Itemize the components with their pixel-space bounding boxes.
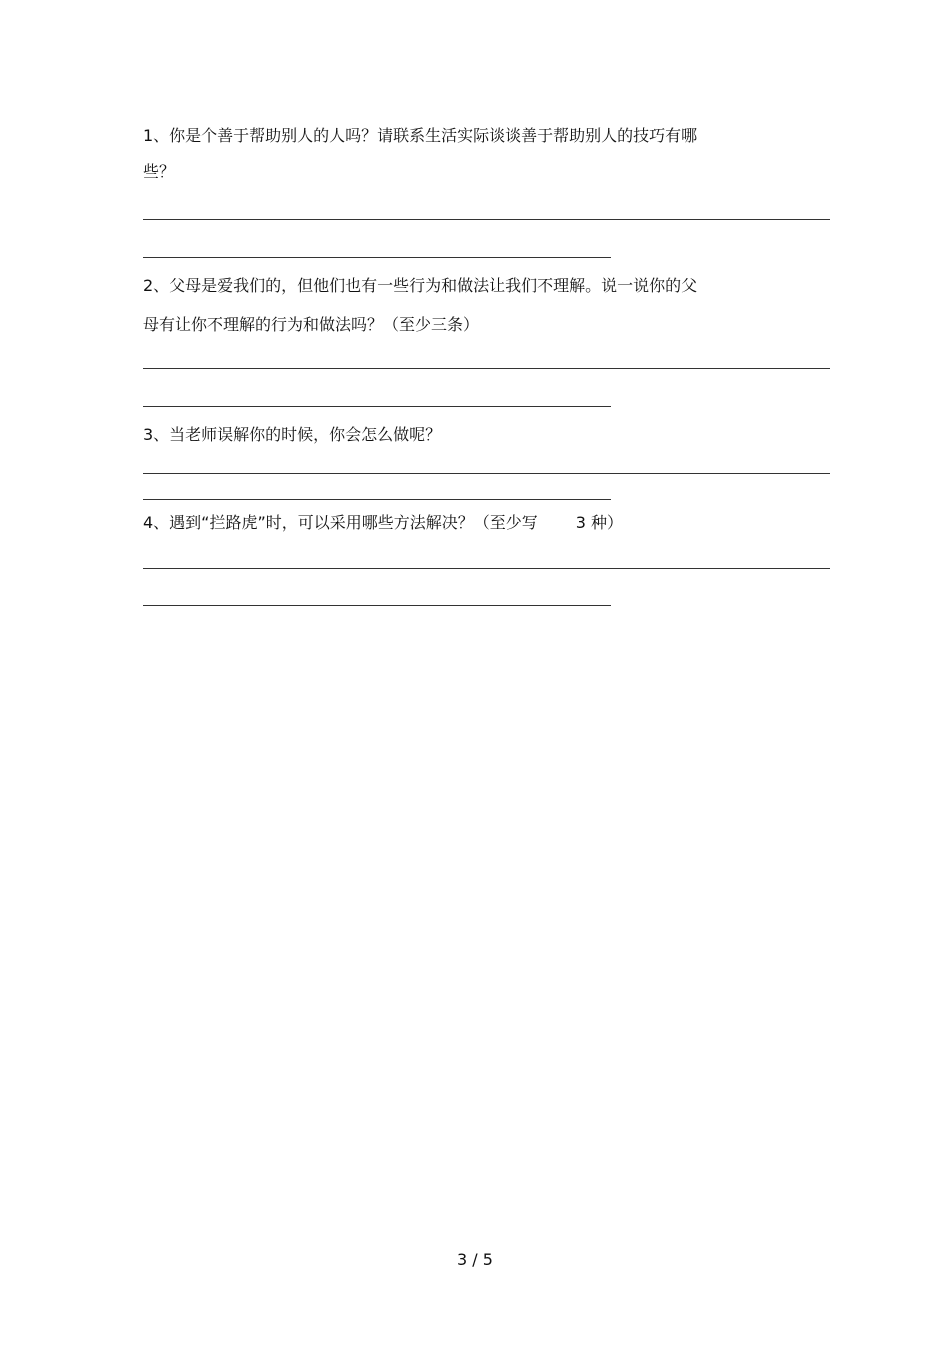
question-3-line-1: 3、当老师误解你的时候，你会怎么做呢？	[143, 425, 442, 444]
answer-line[interactable]	[143, 473, 830, 474]
answer-line[interactable]	[143, 568, 830, 569]
question-4-count: 3 种）	[575, 513, 624, 532]
question-4-line-1	[143, 513, 623, 533]
answer-line[interactable]	[143, 499, 611, 500]
page-separator: /	[472, 1250, 478, 1269]
page-total: 5	[482, 1250, 493, 1269]
answer-line[interactable]	[143, 368, 830, 369]
answer-line[interactable]	[143, 605, 611, 606]
question-1-line-2: 些？	[143, 162, 176, 181]
answer-line[interactable]	[143, 257, 611, 258]
answer-line[interactable]	[143, 406, 611, 407]
question-4-text: 4、遇到“拦路虎”时，可以采用哪些方法解决？（至少写	[143, 513, 538, 532]
page-number	[0, 1250, 950, 1270]
question-1-line-1: 1、你是个善于帮助别人的人吗？请联系生活实际谈谈善于帮助别人的技巧有哪	[143, 126, 698, 145]
page-current: 3	[457, 1250, 468, 1269]
question-2-line-1: 2、父母是爱我们的，但他们也有一些行为和做法让我们不理解。说一说你的父	[143, 276, 698, 295]
answer-line[interactable]	[143, 219, 830, 220]
question-2-line-2: 母有让你不理解的行为和做法吗？（至少三条）	[143, 315, 480, 334]
